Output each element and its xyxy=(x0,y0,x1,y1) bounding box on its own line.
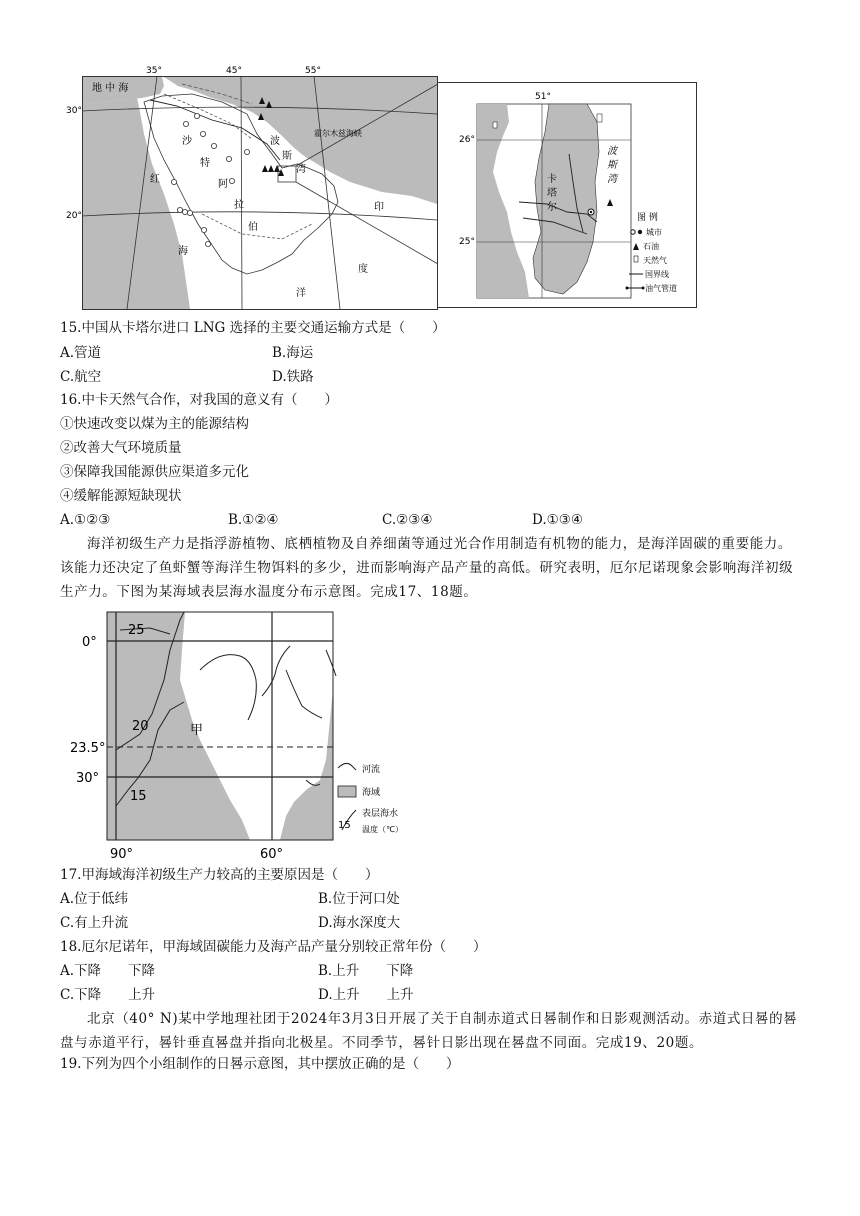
label-ocean-2: 度 xyxy=(358,264,368,275)
lat-label-20: 20° xyxy=(66,211,82,221)
q15-option-b[interactable]: B.海运 xyxy=(272,345,314,361)
legend-oil: 石油 xyxy=(643,242,659,251)
q17-option-c[interactable]: C.有上升流 xyxy=(60,915,129,931)
q15-option-a[interactable]: A.管道 xyxy=(60,345,102,361)
label-gulf-1: 波 xyxy=(270,136,280,147)
qatar-inset-map xyxy=(437,82,697,308)
q16-option-b[interactable]: B.①②④ xyxy=(228,512,279,528)
q15-stem: 15.中国从卡塔尔进口 LNG 选择的主要交通运输方式是（ ） xyxy=(60,320,446,336)
passage-primary-productivity: 海洋初级生产力是指浮游植物、底栖植物及自养细菌等通过光合作用制造有机物的能力，是海洋固碳的重要能力。该能力还决定了鱼虾蟹等海洋生物饵料的多少，进而影响海产品产量的高低。研究表明，厄尔尼诺现象会影响海洋初级生产力。下图为某海域表层海水温度分布示意图。完成17、18题。 xyxy=(60,536,794,600)
inset-lon-label: 51° xyxy=(535,92,551,102)
legend-city: 城市 xyxy=(646,228,662,237)
isotherm-20: 20 xyxy=(132,719,149,734)
inset-lat-label-25: 25° xyxy=(459,237,475,247)
label-red-1: 红 xyxy=(150,174,160,185)
middle-east-map xyxy=(66,64,438,310)
label-qatar-1: 卡 xyxy=(547,174,557,185)
isotherm-25: 25 xyxy=(128,623,145,638)
lon-label-45: 45° xyxy=(226,66,242,76)
q16-statement-2: ②改善大气环境质量 xyxy=(60,440,182,456)
gas-icon xyxy=(634,256,638,262)
label-ocean-3: 洋 xyxy=(296,288,306,299)
q16-option-d[interactable]: D.①③④ xyxy=(532,512,583,528)
river-legend-icon xyxy=(338,763,356,770)
q16-statement-4: ④缓解能源短缺现状 xyxy=(60,488,182,504)
lat-label-0: 0° xyxy=(82,635,97,650)
q16-statement-3: ③保障我国能源供应渠道多元化 xyxy=(60,464,249,480)
label-arabia-3: 阿 xyxy=(218,179,228,190)
label-arabia-2: 特 xyxy=(200,158,210,169)
q16-option-a[interactable]: A.①②③ xyxy=(60,512,111,528)
legend-river: 河流 xyxy=(362,765,381,775)
q17-option-d[interactable]: D.海水深度大 xyxy=(318,915,401,931)
label-qatar-2: 塔 xyxy=(547,188,557,199)
label-red-2: 海 xyxy=(178,246,188,257)
label-ocean-1: 印 xyxy=(374,202,384,213)
inset-lat-label-26: 26° xyxy=(459,135,475,145)
label-gulf-3: 湾 xyxy=(296,164,306,175)
q18-stem: 18.厄尔尼诺年，甲海域固碳能力及海产品产量分别较正常年份（ ） xyxy=(60,939,487,955)
lon-label-90: 90° xyxy=(110,847,134,862)
q17-option-b[interactable]: B.位于河口处 xyxy=(318,891,400,907)
legend-temp-line1: 表层海水 xyxy=(362,809,399,819)
sea-temperature-map xyxy=(70,610,420,864)
label-qatar-3: 尔 xyxy=(547,202,557,213)
label-gulf-2: 斯 xyxy=(282,151,292,162)
inset-label-gulf-1: 波 xyxy=(607,146,617,157)
label-hormuz: 霍尔木兹海峡 xyxy=(314,129,362,138)
label-mediterranean: 地 中 海 xyxy=(92,83,129,94)
q17-stem: 17.甲海域海洋初级生产力较高的主要原因是（ ） xyxy=(60,867,379,883)
inset-label-gulf-3: 湾 xyxy=(607,174,617,185)
legend-title: 图 例 xyxy=(637,213,658,223)
q16-option-c[interactable]: C.②③④ xyxy=(382,512,433,528)
label-arabia-1: 沙 xyxy=(182,136,192,147)
q18-option-b[interactable]: B.上升 下降 xyxy=(318,963,414,979)
q15-option-c[interactable]: C.航空 xyxy=(60,369,102,385)
label-arabia-4: 拉 xyxy=(234,200,244,211)
legend-temp-value: 15 xyxy=(338,820,351,831)
region-jia: 甲 xyxy=(190,723,204,738)
q18-option-c[interactable]: C.下降 上升 xyxy=(60,987,156,1003)
sea-legend-icon xyxy=(338,786,356,797)
q17-option-a[interactable]: A.位于低纬 xyxy=(60,891,129,907)
passage-sundial: 北京（40° N)某中学地理社团于2024年3月3日开展了关于自制赤道式日晷制作和日影观测活动。赤道式日晷的晷盘与赤道平行，晷针垂直晷盘并指向北极星。不同季节，晷针日影出现在晷盘不同面。完成19、20题。 xyxy=(60,1011,798,1051)
lon-label-55: 55° xyxy=(305,66,321,76)
label-arabia-5: 伯 xyxy=(248,222,258,233)
legend-sea: 海域 xyxy=(362,788,381,798)
lat-label-30: 30° xyxy=(66,106,82,116)
inset-label-gulf-2: 斯 xyxy=(607,160,617,171)
lat-label-30: 30° xyxy=(76,771,100,786)
isotherm-15: 15 xyxy=(130,789,147,804)
legend-border: 国界线 xyxy=(645,270,669,279)
lon-label-35: 35° xyxy=(146,66,162,76)
q16-statement-1: ①快速改变以煤为主的能源结构 xyxy=(60,416,249,432)
legend-pipeline: 油气管道 xyxy=(645,284,677,293)
legend-temp-line2: 温度（℃） xyxy=(362,825,403,834)
q15-option-d[interactable]: D.铁路 xyxy=(272,369,314,385)
q16-stem: 16.中卡天然气合作，对我国的意义有（ ） xyxy=(60,392,338,408)
lon-label-60: 60° xyxy=(260,847,284,862)
q19-stem: 19.下列为四个小组制作的日晷示意图，其中摆放正确的是（ ） xyxy=(60,1056,460,1072)
legend-gas: 天然气 xyxy=(643,256,667,265)
q18-option-d[interactable]: D.上升 上升 xyxy=(318,987,414,1003)
q18-option-a[interactable]: A.下降 下降 xyxy=(60,963,156,979)
lat-label-23-5: 23.5° xyxy=(70,741,106,756)
